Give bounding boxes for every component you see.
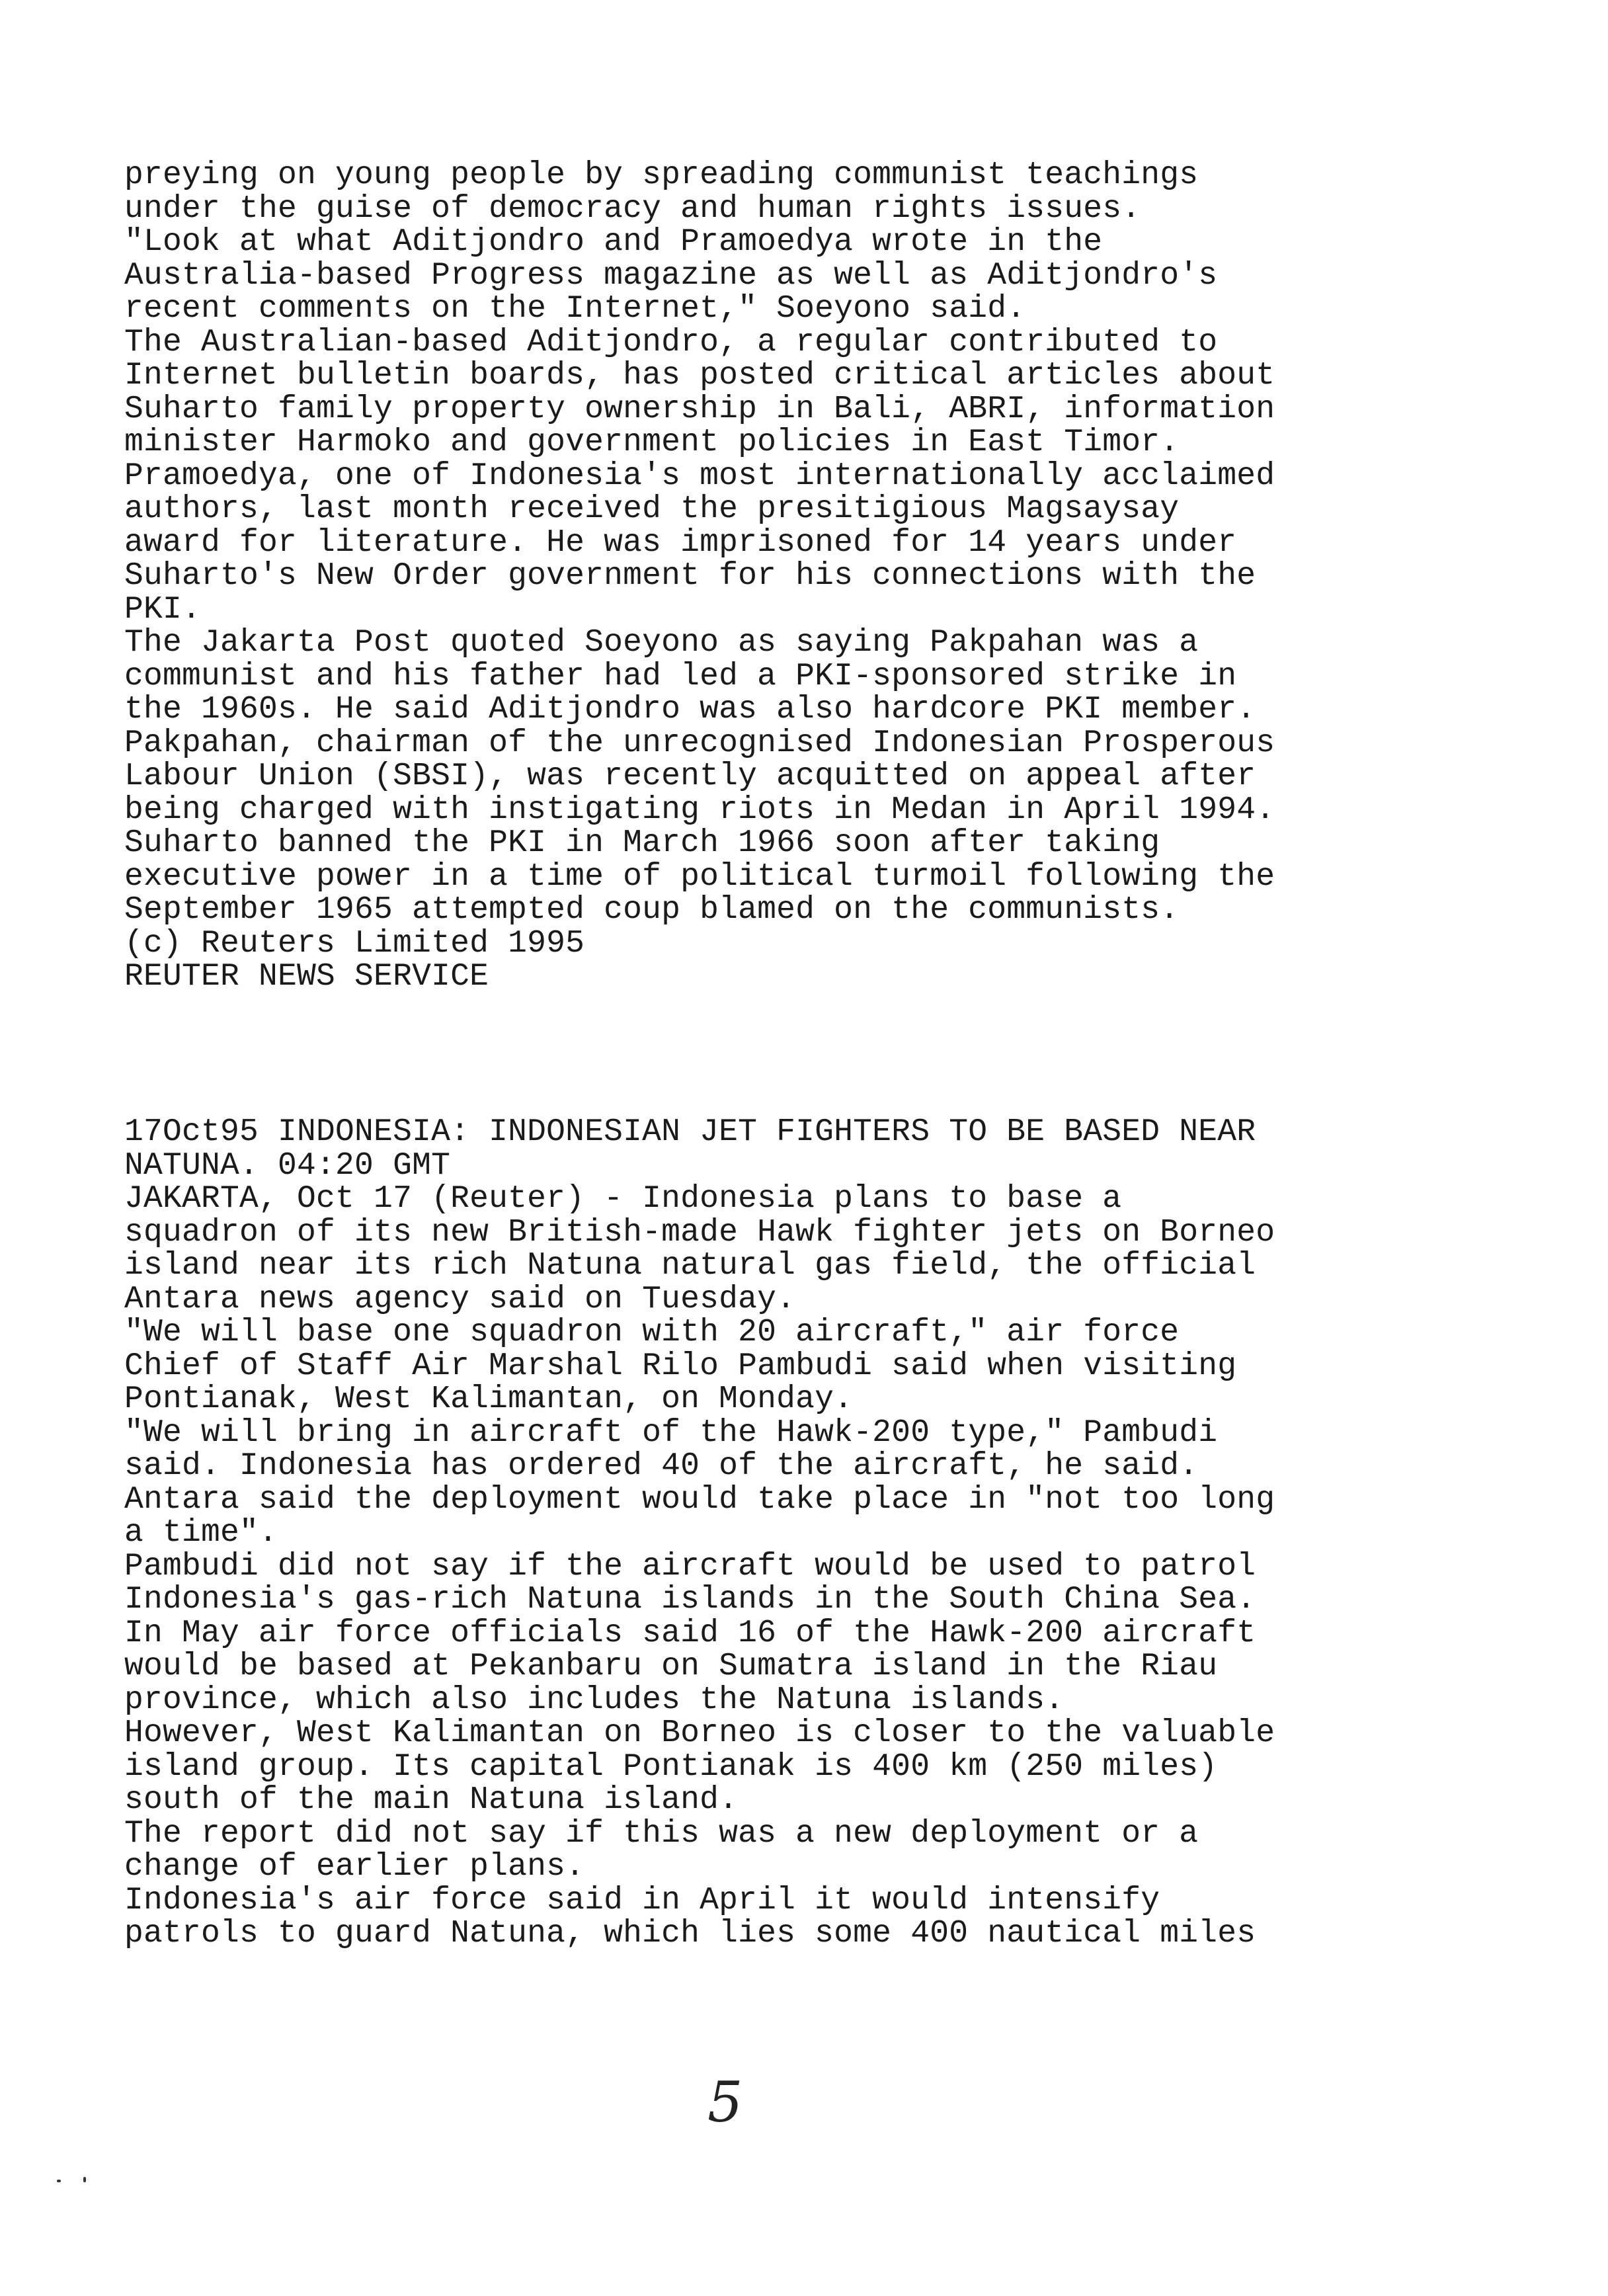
text-line: award for literature. He was imprisoned for 14 years under xyxy=(124,524,1237,561)
text-line: recent comments on the Internet," Soeyono said. xyxy=(124,291,1026,327)
article-headline: 17Oct95 INDONESIA: INDONESIAN JET FIGHTERS TO BE BASED NEAR xyxy=(124,1114,1256,1150)
text-line: Pramoedya, one of Indonesia's most internationally acclaimed xyxy=(124,458,1275,494)
text-line: the 1960s. He said Aditjondro was also hardcore PKI member. xyxy=(124,692,1256,727)
text-line: preying on young people by spreading communist teachings xyxy=(124,157,1199,193)
text-line: Pambudi did not say if the aircraft would be used to patrol xyxy=(124,1548,1256,1584)
text-line: "We will bring in aircraft of the Hawk-200 type," Pambudi xyxy=(124,1414,1218,1451)
text-line: executive power in a time of political turmoil following the xyxy=(124,858,1275,895)
text-line: authors, last month received the presitigious Magsaysay xyxy=(124,491,1180,527)
article-dateline: JAKARTA, Oct 17 (Reuter) - Indonesia plans to base a xyxy=(124,1181,1122,1217)
text-line: patrols to guard Natuna, which lies some 400 nautical miles xyxy=(124,1916,1256,1951)
text-line: Pontianak, West Kalimantan, on Monday. xyxy=(124,1381,854,1417)
copyright-line: (c) Reuters Limited 1995 xyxy=(124,925,585,962)
text-line: Antara said the deployment would take place in "not too long xyxy=(124,1481,1275,1518)
article-continuation xyxy=(124,159,1526,994)
text-line: minister Harmoko and government policies in East Timor. xyxy=(124,425,1180,460)
text-line: Chief of Staff Air Marshal Rilo Pambudi said when visiting xyxy=(124,1348,1237,1384)
text-line: The Australian-based Aditjondro, a regular contributed to xyxy=(124,324,1218,360)
text-line: PKI. xyxy=(124,591,202,628)
text-line: September 1965 attempted coup blamed on the communists. xyxy=(124,892,1180,928)
article-natuna-jet-fighters xyxy=(124,1116,1526,1951)
handwritten-page-number: 5 xyxy=(707,2070,743,2135)
text-line: a time". xyxy=(124,1515,278,1551)
text-line: Pakpahan, chairman of the unrecognised Indonesian Prosperous xyxy=(124,725,1275,761)
text-line: Suharto's New Order government for his connections with the xyxy=(124,558,1256,594)
text-line: Australia-based Progress magazine as well as Aditjondro's xyxy=(124,257,1218,294)
text-line: "Look at what Aditjondro and Pramoedya wrote in the xyxy=(124,224,1103,260)
text-line: communist and his father had led a PKI-sponsored strike in xyxy=(124,658,1237,694)
scan-speck xyxy=(83,2177,86,2182)
text-line: Internet bulletin boards, has posted critical articles about xyxy=(124,358,1275,393)
text-line: island near its rich Natuna natural gas field, the official xyxy=(124,1248,1256,1284)
text-line: being charged with instigating riots in Medan in April 1994. xyxy=(124,792,1275,828)
text-line: Labour Union (SBSI), was recently acquitted on appeal after xyxy=(124,758,1256,794)
text-line: Indonesia's air force said in April it would intensify xyxy=(124,1882,1160,1918)
scan-speck xyxy=(57,2180,61,2182)
news-service-line: REUTER NEWS SERVICE xyxy=(124,959,489,995)
text-line: said. Indonesia has ordered 40 of the aircraft, he said. xyxy=(124,1448,1199,1484)
text-line: In May air force officials said 16 of the Hawk-200 aircraft xyxy=(124,1615,1256,1651)
text-line: Antara news agency said on Tuesday. xyxy=(124,1281,796,1317)
text-line: squadron of its new British-made Hawk fighter jets on Borneo xyxy=(124,1214,1275,1250)
text-line: south of the main Natuna island. xyxy=(124,1782,739,1818)
text-line: island group. Its capital Pontianak is 400 km (250 miles) xyxy=(124,1748,1218,1785)
text-line: Indonesia's gas-rich Natuna islands in the South China Sea. xyxy=(124,1582,1256,1618)
article-headline: NATUNA. 04:20 GMT xyxy=(124,1147,451,1184)
text-line: The Jakarta Post quoted Soeyono as saying Pakpahan was a xyxy=(124,625,1199,661)
text-line: The report did not say if this was a new deployment or a xyxy=(124,1815,1199,1852)
text-line: province, which also includes the Natuna islands. xyxy=(124,1682,1065,1718)
text-line: Suharto banned the PKI in March 1966 soon after taking xyxy=(124,825,1160,861)
text-line: under the guise of democracy and human rights issues. xyxy=(124,190,1141,227)
text-line: "We will base one squadron with 20 aircraft," air force xyxy=(124,1315,1180,1350)
text-line: would be based at Pekanbaru on Sumatra island in the Riau xyxy=(124,1649,1218,1684)
text-line: However, West Kalimantan on Borneo is closer to the valuable xyxy=(124,1715,1275,1751)
text-line: Suharto family property ownership in Bali, ABRI, information xyxy=(124,391,1275,427)
text-line: change of earlier plans. xyxy=(124,1849,585,1885)
